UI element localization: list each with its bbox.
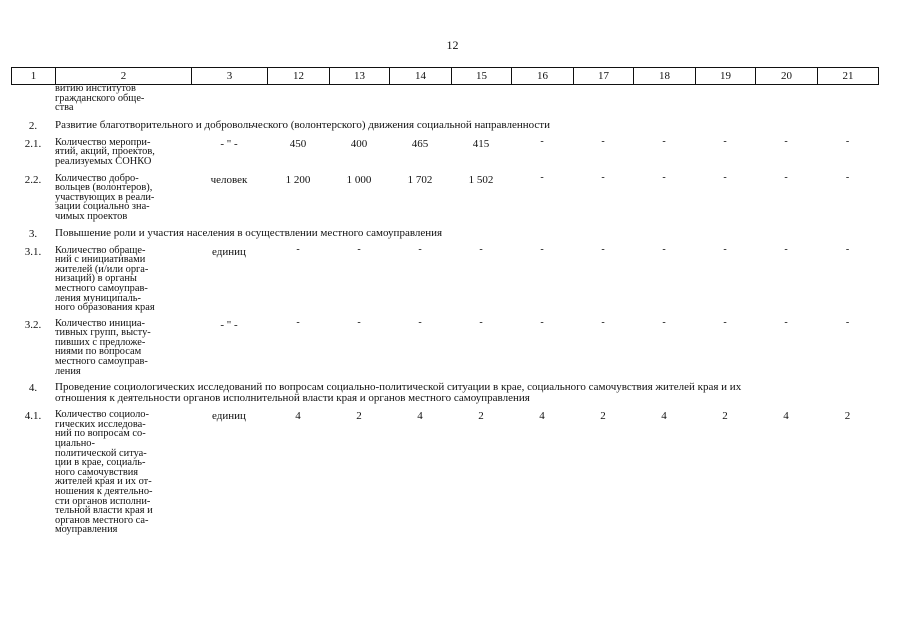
table-header (11, 67, 879, 85)
value-cell: - (662, 171, 666, 183)
section-row (11, 222, 878, 240)
header-cell: 17 (574, 68, 634, 85)
table-row (11, 84, 878, 113)
value-cell: - (784, 135, 788, 147)
table-row (11, 404, 878, 535)
value-cell: 2 (600, 410, 606, 423)
value-cell (329, 84, 389, 113)
value-cell: - (418, 243, 422, 255)
value-cell: - (662, 316, 666, 328)
value-cell: - (784, 171, 788, 183)
header-cell: 21 (818, 68, 879, 85)
value-cell: - (540, 135, 544, 147)
row-number: 4. (28, 382, 38, 395)
value-cell: 400 (350, 137, 368, 150)
value-cell: - (845, 316, 850, 328)
header-cell: 2 (56, 68, 192, 85)
value-cell: - (723, 135, 727, 147)
section-row (11, 113, 878, 132)
indicator-name: Количество добро- вольцев (волонтеров), участвующих в реали- зации социально зна- чимых проектов (55, 172, 155, 222)
value-cell: 1 702 (407, 173, 433, 186)
value-cell (695, 84, 755, 113)
table-row (11, 240, 878, 313)
value-cell: - (723, 243, 727, 255)
section-title: Развитие благотворительного и добровольческого (волонтерского) движения социальной направленности (55, 118, 550, 131)
value-cell: 2 (478, 410, 484, 423)
table-row (11, 132, 878, 167)
header-cell: 12 (268, 68, 330, 85)
unit-cell: - " - (220, 318, 238, 331)
value-cell (511, 84, 573, 113)
value-cell: - (723, 171, 727, 183)
indicator-name: Количество инициа- тивных групп, высту- пивших с предложе- ниями по вопросам местного самоуправ- ления (55, 317, 151, 377)
value-cell: - (479, 316, 483, 328)
row-number: 4.1. (24, 410, 42, 423)
value-cell: 4 (295, 410, 301, 423)
table-row (11, 313, 878, 377)
value-cell (267, 84, 329, 113)
value-cell (633, 84, 695, 113)
row-number: 3.2. (24, 318, 42, 331)
header-cell: 1 (12, 68, 56, 85)
section-row (11, 376, 878, 404)
value-cell: 4 (539, 410, 545, 423)
unit-cell (191, 84, 267, 113)
header-cell: 14 (390, 68, 452, 85)
value-cell: - (723, 316, 727, 328)
page-number: 12 (446, 38, 459, 52)
value-cell: - (418, 316, 422, 328)
value-cell: - (357, 243, 361, 255)
section-title: Повышение роли и участия населения в осуществлении местного самоуправления (55, 226, 443, 239)
value-cell: 2 (844, 410, 851, 423)
value-cell: - (601, 171, 605, 183)
value-cell (573, 84, 633, 113)
value-cell: - (357, 316, 361, 328)
value-cell: - (845, 171, 850, 183)
header-cell: 15 (452, 68, 512, 85)
value-cell: 4 (661, 410, 667, 423)
value-cell: 1 000 (346, 173, 372, 186)
value-cell: 450 (289, 137, 307, 150)
value-cell: 415 (472, 137, 490, 150)
indicator-name: Количество обраще- ний с инициативами жителей (и/или орга- низаций) в органы местного самоуправ- ления муниципаль- ного образования края (55, 244, 155, 314)
value-cell: 1 502 (468, 173, 494, 186)
header-cell: 20 (756, 68, 818, 85)
value-cell: - (540, 316, 544, 328)
value-cell (817, 84, 878, 113)
indicator-name: витию институтов гражданского обще- ства (55, 83, 145, 114)
header-cell: 19 (696, 68, 756, 85)
unit-cell: - " - (220, 137, 238, 150)
header-cell: 16 (512, 68, 574, 85)
value-cell: - (784, 316, 788, 328)
header-cell: 18 (634, 68, 696, 85)
indicator-name: Количество меропри- ятий, акций, проектов, реализуемых СОНКО (55, 136, 155, 167)
row-number: 2.2. (24, 173, 42, 186)
value-cell (389, 84, 451, 113)
value-cell: - (601, 135, 605, 147)
table-body (11, 84, 878, 535)
value-cell: - (479, 243, 483, 255)
value-cell (451, 84, 511, 113)
value-cell: 4 (783, 410, 789, 423)
value-cell: 465 (411, 137, 429, 150)
value-cell: - (784, 243, 788, 255)
unit-cell: человек (210, 173, 248, 186)
value-cell: 4 (417, 410, 423, 423)
header-cell: 3 (192, 68, 268, 85)
value-cell: 2 (356, 410, 362, 423)
row-number (11, 84, 55, 113)
indicator-name: Количество социоло- гических исследова- ний по вопросам со- циально- политической ситуа- ции в крае, социаль- ного самочувствия жителей края и их от- ношения к деятельно- сти органов исполни- тельной власти края и органов местного са- моуправления (55, 409, 153, 536)
table-row (11, 167, 878, 222)
section-title: Проведение социологических исследований по вопросам социально-политической ситуации в крае, социального самочувствия жителей края и их отношения к деятельности органов исполнительной власти края и органов местного самоуправления (55, 381, 742, 405)
unit-cell: единиц (212, 245, 246, 258)
value-cell: 1 200 (285, 173, 311, 186)
value-cell: - (296, 316, 300, 328)
value-cell: 2 (722, 410, 728, 423)
row-number: 2.1. (24, 137, 42, 150)
value-cell: - (540, 171, 544, 183)
value-cell: - (845, 135, 850, 147)
header-cell: 13 (330, 68, 390, 85)
row-number: 2. (28, 119, 38, 132)
value-cell: - (662, 135, 666, 147)
value-cell: - (296, 243, 300, 255)
row-number: 3. (28, 227, 38, 240)
value-cell: - (845, 243, 850, 255)
value-cell: - (601, 316, 605, 328)
value-cell: - (601, 243, 605, 255)
value-cell: - (540, 243, 544, 255)
row-number: 3.1. (24, 245, 42, 258)
value-cell: - (662, 243, 666, 255)
unit-cell: единиц (212, 410, 246, 423)
value-cell (755, 84, 817, 113)
